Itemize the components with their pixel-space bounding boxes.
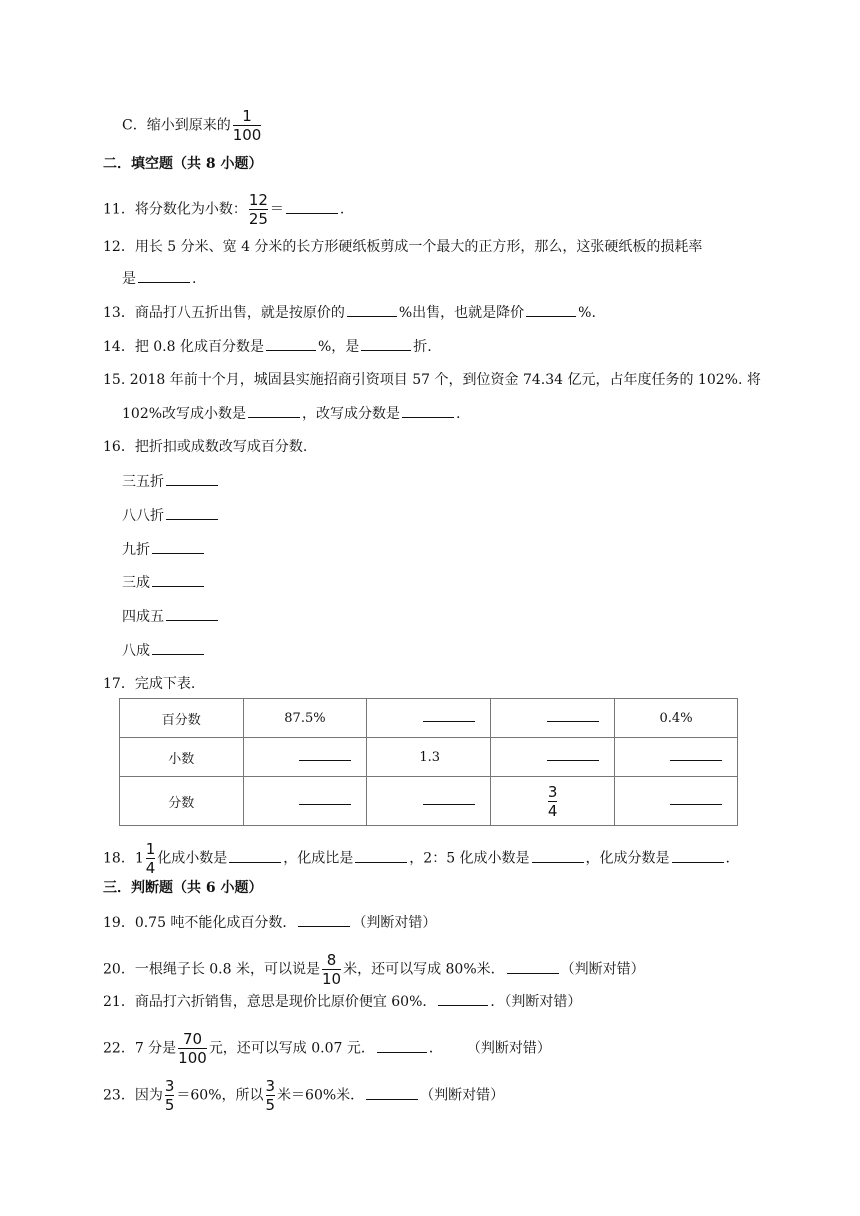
fraction: $\frac{1}{100}$ [232, 107, 262, 144]
table-row-decimal [120, 738, 738, 777]
table-cell: 1.3 [367, 738, 491, 777]
q16-item: 九折 [122, 539, 206, 560]
answer-blank[interactable] [366, 1085, 418, 1100]
question-15-line1: 15. 2018 年前十个月，城固县实施招商引资项目 57 个，到位资金 74.34 亿元，占年度任务的 102%. 将 [103, 372, 761, 388]
table-cell[interactable] [615, 777, 738, 826]
fraction: $\frac{70}{100}$ [178, 1030, 207, 1067]
answer-blank[interactable] [670, 794, 722, 805]
fraction: $\frac{8}{10}$ [321, 951, 342, 988]
answer-blank[interactable] [286, 199, 338, 214]
table-cell: 87.5% [243, 699, 367, 738]
answer-blank[interactable] [670, 750, 722, 761]
table-cell[interactable] [243, 777, 367, 826]
answer-blank[interactable] [266, 336, 316, 351]
fraction: $\frac{3}{5}$ [164, 1077, 175, 1114]
answer-blank[interactable] [298, 912, 350, 927]
q16-item: 八成 [122, 640, 206, 661]
answer-blank[interactable] [347, 302, 397, 317]
answer-blank[interactable] [166, 505, 218, 520]
question-15-line2: 102%改写成小数是 ，改写成分数是 . [122, 403, 460, 424]
answer-blank[interactable] [377, 1038, 427, 1053]
table-cell [491, 777, 615, 826]
answer-blank[interactable] [526, 302, 576, 317]
question-12-line1: 12．用长 5 分米、宽 4 分米的长方形硬纸板剪成一个最大的正方形，那么，这张硬纸板的损耗率 [103, 239, 703, 255]
table-cell[interactable] [367, 699, 491, 738]
answer-blank[interactable] [166, 471, 218, 486]
q16-item: 四成五 [122, 606, 220, 627]
answer-blank[interactable] [355, 848, 407, 863]
answer-blank[interactable] [507, 959, 559, 974]
question-21: 21．商品打六折销售，意思是现价比原价便宜 60%． ．（判断对错） [103, 991, 581, 1012]
table-cell[interactable] [615, 738, 738, 777]
fraction: $\frac{12}{25}$ [248, 191, 268, 228]
question-23: 23．因为 $\frac{3}{5}$ ＝60%，所以 $\frac{3}{5}$ 米＝60%米． （判断对错） [103, 1077, 505, 1114]
question-22: 22．7 分是 $\frac{70}{100}$ 元，还可以写成 0.07 元． ． （判断对错） [103, 1030, 551, 1067]
q10-option-c-text: C．缩小到原来的 [122, 117, 231, 134]
q16-item: 三五折 [122, 471, 220, 492]
answer-blank[interactable] [423, 711, 475, 722]
question-11: 11．将分数化为小数： $\frac{12}{25}$ ＝ . [103, 191, 345, 228]
answer-blank[interactable] [299, 750, 351, 761]
question-20: 20．一根绳子长 0.8 米，可以说是 $\frac{8}{10}$ 米，还可以写成 80%米． （判断对错） [103, 951, 645, 988]
answer-blank[interactable] [299, 794, 351, 805]
row-label: 小数 [120, 738, 244, 777]
table-cell[interactable] [491, 738, 615, 777]
answer-blank[interactable] [438, 991, 488, 1006]
question-14: 14．把 0.8 化成百分数是 %，是 折. [103, 336, 432, 357]
answer-blank[interactable] [138, 268, 190, 283]
answer-blank[interactable] [166, 606, 218, 621]
question-17-stem: 17．完成下表. [103, 676, 196, 692]
table-row-percent [120, 699, 738, 738]
answer-blank[interactable] [152, 572, 204, 587]
table-cell[interactable] [367, 777, 491, 826]
question-13: 13．商品打八五折出售，就是按原价的 %出售，也就是降价 %. [103, 302, 596, 323]
answer-blank[interactable] [547, 711, 599, 722]
fraction: $\frac{1}{4}$ [145, 840, 156, 877]
answer-blank[interactable] [402, 403, 454, 418]
answer-blank[interactable] [229, 848, 281, 863]
answer-blank[interactable] [152, 640, 204, 655]
q16-item: 八八折 [122, 505, 220, 526]
question-19: 19．0.75 吨不能化成百分数． （判断对错） [103, 912, 436, 933]
answer-blank[interactable] [423, 794, 475, 805]
q10-option-c [122, 108, 263, 143]
answer-blank[interactable] [532, 848, 584, 863]
answer-blank[interactable] [152, 539, 204, 554]
fraction: $\frac{3}{5}$ [265, 1077, 276, 1114]
row-label: 百分数 [120, 699, 244, 738]
section-title-true-false: 三．判断题（共 6 小题） [103, 880, 263, 896]
answer-blank[interactable] [672, 848, 724, 863]
table-cell: 0.4% [615, 699, 738, 738]
question-18: 18．1 $\frac{1}{4}$ 化成小数是 ，化成比是 ，2：5 化成小数是 ，化成分数是 . [103, 840, 730, 877]
conversion-table [119, 698, 738, 826]
row-label: 分数 [120, 777, 244, 826]
q16-item: 三成 [122, 572, 206, 593]
section-title-fill-in: 二．填空题（共 8 小题） [103, 156, 263, 172]
table-cell[interactable] [243, 738, 367, 777]
fraction: $\frac{3}{4}$ [547, 782, 558, 820]
answer-blank[interactable] [361, 336, 411, 351]
table-row-fraction [120, 777, 738, 826]
table-cell[interactable] [491, 699, 615, 738]
question-16-stem: 16．把折扣或成数改写成百分数. [103, 439, 308, 455]
answer-blank[interactable] [248, 403, 300, 418]
question-12-line2: 是 . [122, 268, 196, 289]
answer-blank[interactable] [547, 750, 599, 761]
